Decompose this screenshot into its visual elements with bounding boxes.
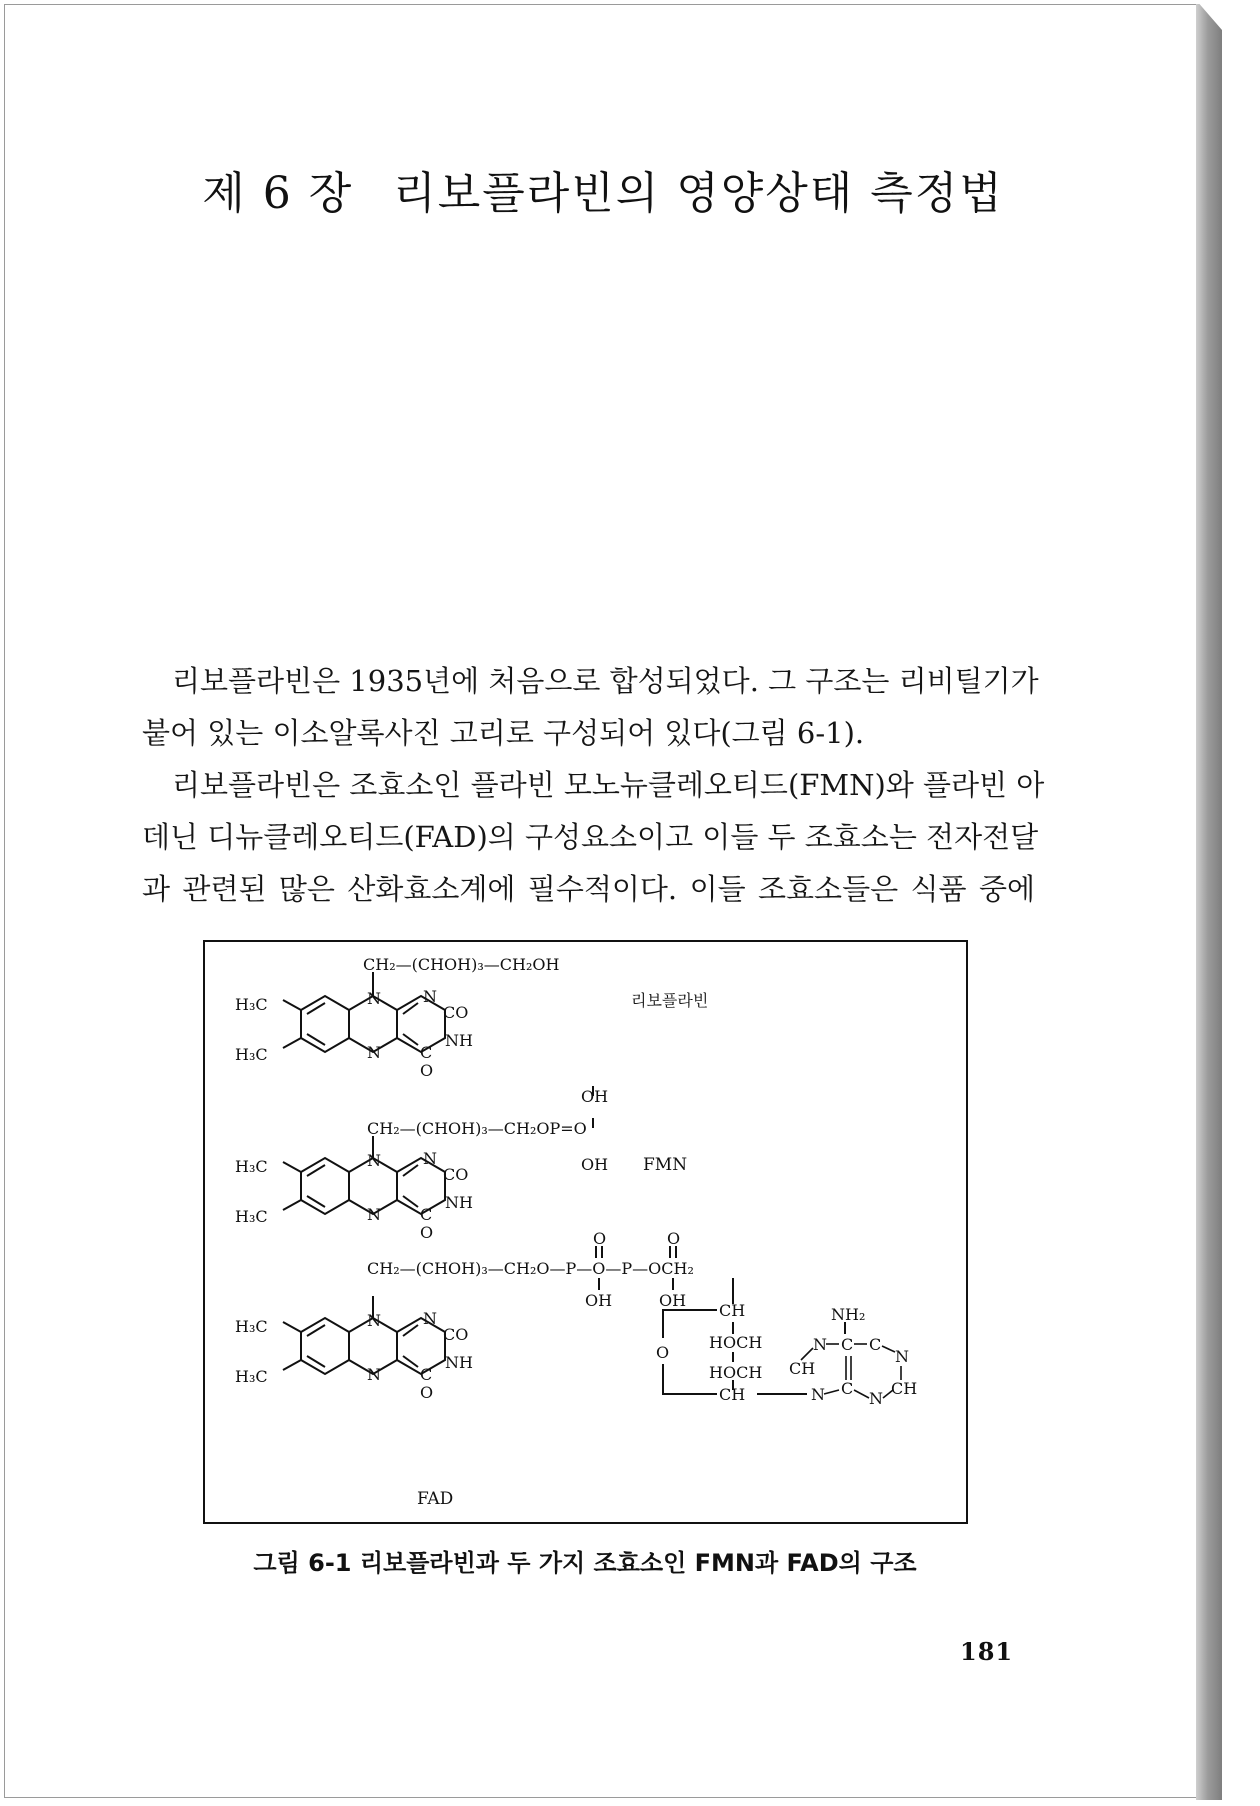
figure-caption: 그림 6-1 리보플라빈과 두 가지 조효소인 FMN과 FAD의 구조 bbox=[253, 1549, 917, 1577]
figure-6-1 bbox=[203, 940, 968, 1524]
text-line: 리보플라빈은 조효소인 플라빈 모노뉴클레오티드(FMN)와 플라빈 아 bbox=[172, 768, 1045, 802]
atom-co: CO bbox=[443, 1325, 469, 1344]
adenine-n: N bbox=[869, 1389, 883, 1408]
riboflavin-structure bbox=[283, 972, 445, 1052]
atom-n: N bbox=[367, 1311, 381, 1330]
atom-n: N bbox=[367, 1365, 381, 1384]
fad-structure bbox=[283, 1296, 445, 1374]
chapter-number: 제 6 장 bbox=[202, 168, 354, 219]
fmn-label: FMN bbox=[643, 1155, 688, 1175]
atom-co: CO bbox=[443, 1003, 469, 1022]
text-line: 붙어 있는 이소알록사진 고리로 구성되어 있다(그림 6-1). bbox=[142, 716, 865, 750]
atom-c: C bbox=[420, 1043, 433, 1062]
atom-co: CO bbox=[443, 1165, 469, 1184]
atom-nh: NH bbox=[445, 1193, 473, 1212]
adenine-c: C bbox=[841, 1379, 854, 1398]
atom-nh: NH bbox=[445, 1031, 473, 1050]
methyl-label: H₃C bbox=[235, 1317, 268, 1336]
methyl-label: H₃C bbox=[235, 995, 268, 1014]
atom-c: C bbox=[420, 1205, 433, 1224]
methyl-label: H₃C bbox=[235, 1045, 268, 1064]
adenine-c: C bbox=[869, 1335, 882, 1354]
riboflavin-label: 리보플라빈 bbox=[631, 991, 709, 1010]
atom-o: O bbox=[420, 1383, 434, 1402]
phosphate-oxo: O bbox=[593, 1229, 607, 1248]
adenine-n: N bbox=[811, 1385, 825, 1404]
chapter-title: 리보플라빈의 영양상태 측정법 bbox=[393, 168, 1004, 219]
atom-n: N bbox=[367, 1043, 381, 1062]
riboflavin-side-chain: CH₂—(CHOH)₃—CH₂OH bbox=[363, 955, 560, 974]
atom-n: N bbox=[367, 1151, 381, 1170]
text-line: 과 관련된 많은 산화효소계에 필수적이다. 이들 조효소들은 식품 중에 bbox=[142, 872, 1035, 906]
adenine-c: C bbox=[841, 1335, 854, 1354]
chemical-structures-diagram bbox=[205, 942, 966, 1522]
fad-phosphate-oh: OH bbox=[585, 1291, 613, 1310]
atom-n: N bbox=[423, 987, 437, 1006]
ribose-ch: CH bbox=[719, 1385, 746, 1404]
methyl-label: H₃C bbox=[235, 1157, 268, 1176]
text-line: 데닌 디뉴클레오티드(FAD)의 구성요소이고 이들 두 조효소는 전자전달 bbox=[142, 820, 1039, 854]
adenine-n: N bbox=[813, 1335, 827, 1354]
fmn-phosphate-oh: OH bbox=[581, 1155, 609, 1174]
body-text bbox=[142, 655, 1045, 915]
ribose-ch: CH bbox=[719, 1301, 746, 1320]
atom-nh: NH bbox=[445, 1353, 473, 1372]
atom-n: N bbox=[367, 1205, 381, 1224]
page-number: 181 bbox=[960, 1637, 1014, 1666]
atom-o: O bbox=[420, 1061, 434, 1080]
atom-n: N bbox=[423, 1309, 437, 1328]
methyl-label: H₃C bbox=[235, 1367, 268, 1386]
ribose-hoch: HOCH bbox=[709, 1333, 763, 1352]
fmn-side-chain: CH₂—(CHOH)₃—CH₂OP=O bbox=[367, 1119, 587, 1138]
methyl-label: H₃C bbox=[235, 1207, 268, 1226]
chapter-heading bbox=[5, 157, 1201, 221]
fad-label: FAD bbox=[417, 1489, 454, 1509]
book-page bbox=[4, 4, 1200, 1798]
atom-c: C bbox=[420, 1365, 433, 1384]
fmn-structure bbox=[283, 1086, 593, 1214]
atom-n: N bbox=[367, 989, 381, 1008]
atom-o: O bbox=[420, 1223, 434, 1242]
fmn-phosphate-oh: OH bbox=[581, 1087, 609, 1106]
adenine-ch: CH bbox=[891, 1379, 918, 1398]
adenine-ch: CH bbox=[789, 1359, 816, 1378]
fad-phosphate-oh: OH bbox=[659, 1291, 687, 1310]
ribose-hoch: HOCH bbox=[709, 1363, 763, 1382]
page-edge-corner bbox=[1196, 0, 1222, 30]
atom-n: N bbox=[423, 1149, 437, 1168]
page-stack-edge bbox=[1196, 4, 1222, 1800]
text-line: 리보플라빈은 1935년에 처음으로 합성되었다. 그 구조는 리비틸기가 bbox=[172, 664, 1039, 698]
fad-side-chain: CH₂—(CHOH)₃—CH₂O—P—O—P—OCH₂ bbox=[367, 1259, 694, 1278]
adenine-n: N bbox=[895, 1347, 909, 1366]
phosphate-oxo: O bbox=[667, 1229, 681, 1248]
adenine-nh2: NH₂ bbox=[831, 1305, 866, 1324]
ribose-oxygen: O bbox=[656, 1343, 670, 1362]
